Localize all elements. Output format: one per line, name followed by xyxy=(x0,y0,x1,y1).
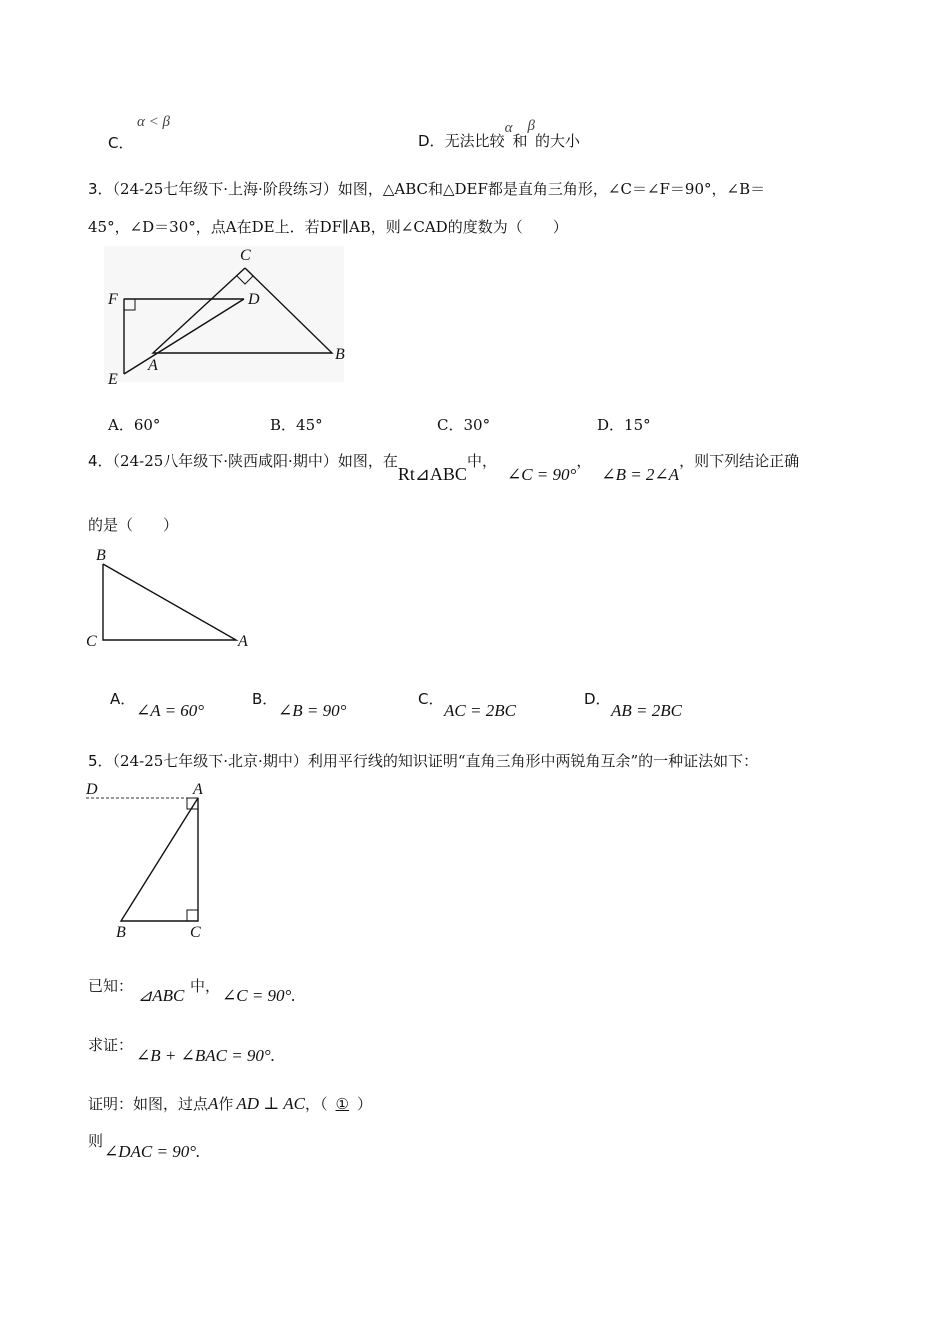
q3-label-b: B xyxy=(335,346,345,363)
q3-stem-line1: （24-25七年级下·上海·阶段练习）如图，△ABC和△DEF都是直角三角形，∠C＝∠F＝90°，∠B＝ xyxy=(112,180,766,198)
q3-option-c: C．30° xyxy=(437,416,491,434)
q5-proof-close: ） xyxy=(356,1095,372,1113)
q4-option-c-letter: C． xyxy=(418,690,444,708)
q5-then-label: 则 xyxy=(88,1132,104,1150)
q3-figure xyxy=(104,246,354,386)
q5-number: 5． xyxy=(88,752,113,770)
q4-cond2: ∠B = 2∠A xyxy=(601,465,680,484)
q3-label-d: D xyxy=(248,291,260,308)
q4-rt-abc: Rt⊿ABC xyxy=(397,464,467,484)
q3-label-e: E xyxy=(108,371,118,388)
q5-figure xyxy=(84,780,214,944)
q3-label-a: A xyxy=(148,357,158,374)
q4-label-a: A xyxy=(238,633,248,650)
q3-label-f: F xyxy=(108,291,118,308)
q4-option-d-expr: AB = 2BC xyxy=(611,701,682,720)
q5-prove-label: 求证： xyxy=(88,1036,134,1054)
q4-option-a-expr: ∠A = 60° xyxy=(136,701,205,720)
q5-right-angle-c xyxy=(187,910,198,921)
q5-label-b: B xyxy=(116,924,126,941)
q4-intro: （24-25八年级下·陕西咸阳·期中）如图，在 xyxy=(112,452,398,470)
q5-prove-expr: ∠B + ∠BAC = 90°. xyxy=(136,1046,275,1065)
q5-label-d: D xyxy=(86,781,98,798)
q3-option-d: D．15° xyxy=(597,416,651,434)
q2-option-d-pre: 无法比较 xyxy=(444,132,505,150)
q3-stem-line2: 45°，∠D＝30°，点A在DE上．若DF∥AB，则∠CAD的度数为（ ） xyxy=(88,218,568,236)
q3-option-b: B．45° xyxy=(270,416,323,434)
q3-number: 3． xyxy=(88,180,113,198)
q3-line1 xyxy=(88,178,765,199)
q4-option-a-letter: A． xyxy=(110,690,136,708)
q4-figure xyxy=(84,544,264,654)
q5-intro: （24-25七年级下·北京·期中）利用平行线的知识证明“直角三角形中两锐角互余”的一种证法如下： xyxy=(112,752,759,770)
q3-option-a: A．60° xyxy=(108,416,161,434)
q2-option-d-post: 的大小 xyxy=(534,132,580,150)
q4-tail: ，则下列结论正确 xyxy=(679,452,800,470)
q4-option-b-letter: B． xyxy=(252,690,278,708)
q4-option-b-expr: ∠B = 90° xyxy=(278,701,347,720)
q5-proof-zuo: 作 xyxy=(218,1095,234,1113)
q5-proof-expr: AD ⊥ AC xyxy=(236,1094,305,1113)
q2-option-c-math: α < β xyxy=(137,114,170,130)
q5-label-a: A xyxy=(193,781,203,798)
q4-triangle-abc xyxy=(103,564,236,640)
q4-number: 4． xyxy=(88,452,113,470)
q5-proof-line xyxy=(88,1093,372,1114)
q4-label-c: C xyxy=(86,633,97,650)
q5-known-tri: ⊿ABC xyxy=(138,986,185,1005)
q4-label-b: B xyxy=(96,547,106,564)
q2-option-d xyxy=(418,118,580,151)
q4-line1 xyxy=(88,450,800,484)
q5-then-expr: ∠DAC = 90°. xyxy=(104,1142,201,1161)
q2-option-d-alpha: α xyxy=(504,120,513,136)
q5-known-zhong: 中， xyxy=(190,977,221,995)
q5-triangle-abc xyxy=(121,798,198,921)
q5-proof-label: 证明：如图，过点 xyxy=(88,1095,209,1113)
q4-option-d-letter: D． xyxy=(584,690,611,708)
q5-known-cond: ∠C = 90°. xyxy=(222,986,296,1005)
q4-comma: ， xyxy=(576,452,592,470)
q2-option-d-and: 和 xyxy=(512,132,528,150)
q5-proof-a: A xyxy=(208,1094,219,1113)
q4-stem-line2: 的是（ ） xyxy=(88,516,179,534)
q2-option-d-beta: β xyxy=(527,118,535,134)
q5-proof-comma: ，（ xyxy=(305,1095,328,1113)
q3-label-c: C xyxy=(240,247,251,264)
q5-label-c: C xyxy=(190,924,201,941)
q4-cond1: ∠C = 90° xyxy=(506,465,577,484)
q3-figure-background xyxy=(104,246,344,382)
q2-option-c-letter: C． xyxy=(108,134,134,152)
q5-proof-blank: ① xyxy=(335,1095,349,1113)
q2-option-d-letter: D． xyxy=(418,132,445,150)
q4-zhong: 中， xyxy=(466,452,497,470)
q4-option-c-expr: AC = 2BC xyxy=(444,701,516,720)
q5-known-label: 已知： xyxy=(88,977,134,995)
q5-line1 xyxy=(88,750,758,771)
